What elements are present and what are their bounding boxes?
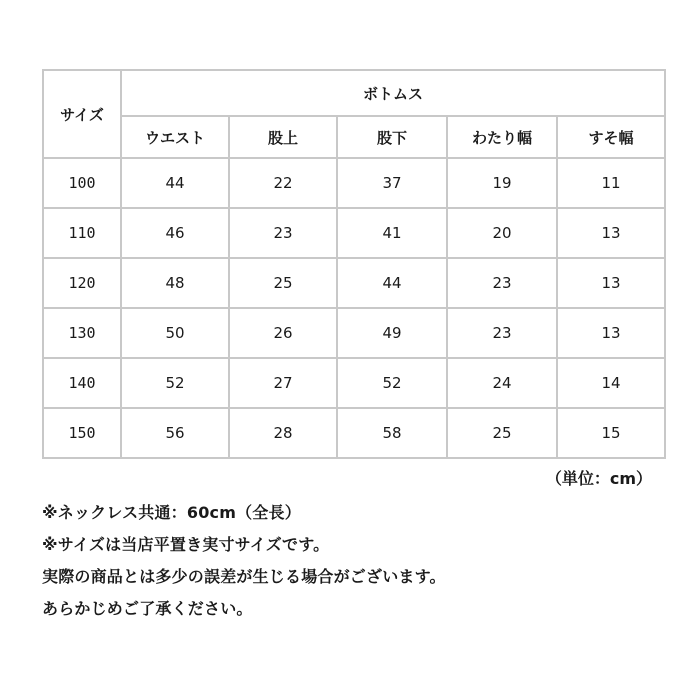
size-cell: 150 xyxy=(43,408,121,458)
table-cell: 27 xyxy=(229,358,337,408)
table-row xyxy=(43,158,665,208)
table-cell: 13 xyxy=(557,308,665,358)
table-cell: 24 xyxy=(447,358,557,408)
size-cell: 110 xyxy=(43,208,121,258)
column-header-rise: 股上 xyxy=(229,116,337,158)
notes xyxy=(42,497,672,625)
table-cell: 28 xyxy=(229,408,337,458)
table-cell: 14 xyxy=(557,358,665,408)
table-cell: 56 xyxy=(121,408,229,458)
table-row xyxy=(43,208,665,258)
table-row xyxy=(43,258,665,308)
table-cell: 22 xyxy=(229,158,337,208)
note-size-variance: 実際の商品とは多少の誤差が生じる場合がございます。 xyxy=(42,567,446,586)
table-cell: 37 xyxy=(337,158,447,208)
size-cell: 100 xyxy=(43,158,121,208)
table-cell: 19 xyxy=(447,158,557,208)
column-header-waist: ウエスト xyxy=(121,116,229,158)
table-cell: 52 xyxy=(121,358,229,408)
table-cell: 25 xyxy=(229,258,337,308)
table-cell: 25 xyxy=(447,408,557,458)
table-cell: 49 xyxy=(337,308,447,358)
bottoms-header: ボトムス xyxy=(121,70,665,116)
table-cell: 44 xyxy=(121,158,229,208)
table-cell: 48 xyxy=(121,258,229,308)
table-cell: 23 xyxy=(229,208,337,258)
table-row xyxy=(43,408,665,458)
table-cell: 44 xyxy=(337,258,447,308)
table-cell: 46 xyxy=(121,208,229,258)
size-cell: 120 xyxy=(43,258,121,308)
table-cell: 20 xyxy=(447,208,557,258)
size-cell: 130 xyxy=(43,308,121,358)
column-header-inseam: 股下 xyxy=(337,116,447,158)
table-row xyxy=(43,358,665,408)
column-header-thigh: わたり幅 xyxy=(447,116,557,158)
unit-label: （単位：cm） xyxy=(545,469,652,488)
note-measurement-method: ※サイズは当店平置き実寸サイズです。 xyxy=(42,535,330,554)
size-cell: 140 xyxy=(43,358,121,408)
column-header-hem: すそ幅 xyxy=(557,116,665,158)
note-acknowledgement: あらかじめご了承ください。 xyxy=(42,599,253,618)
table-cell: 13 xyxy=(557,208,665,258)
table-cell: 23 xyxy=(447,308,557,358)
note-necklace-length: ※ネックレス共通：60cm（全長） xyxy=(42,503,301,522)
table-row xyxy=(43,308,665,358)
table-cell: 23 xyxy=(447,258,557,308)
table-cell: 52 xyxy=(337,358,447,408)
table-cell: 58 xyxy=(337,408,447,458)
table-cell: 15 xyxy=(557,408,665,458)
table-cell: 26 xyxy=(229,308,337,358)
table-cell: 41 xyxy=(337,208,447,258)
table-cell: 11 xyxy=(557,158,665,208)
table-cell: 13 xyxy=(557,258,665,308)
size-header: サイズ xyxy=(43,70,121,158)
table-cell: 50 xyxy=(121,308,229,358)
size-table xyxy=(42,69,666,459)
